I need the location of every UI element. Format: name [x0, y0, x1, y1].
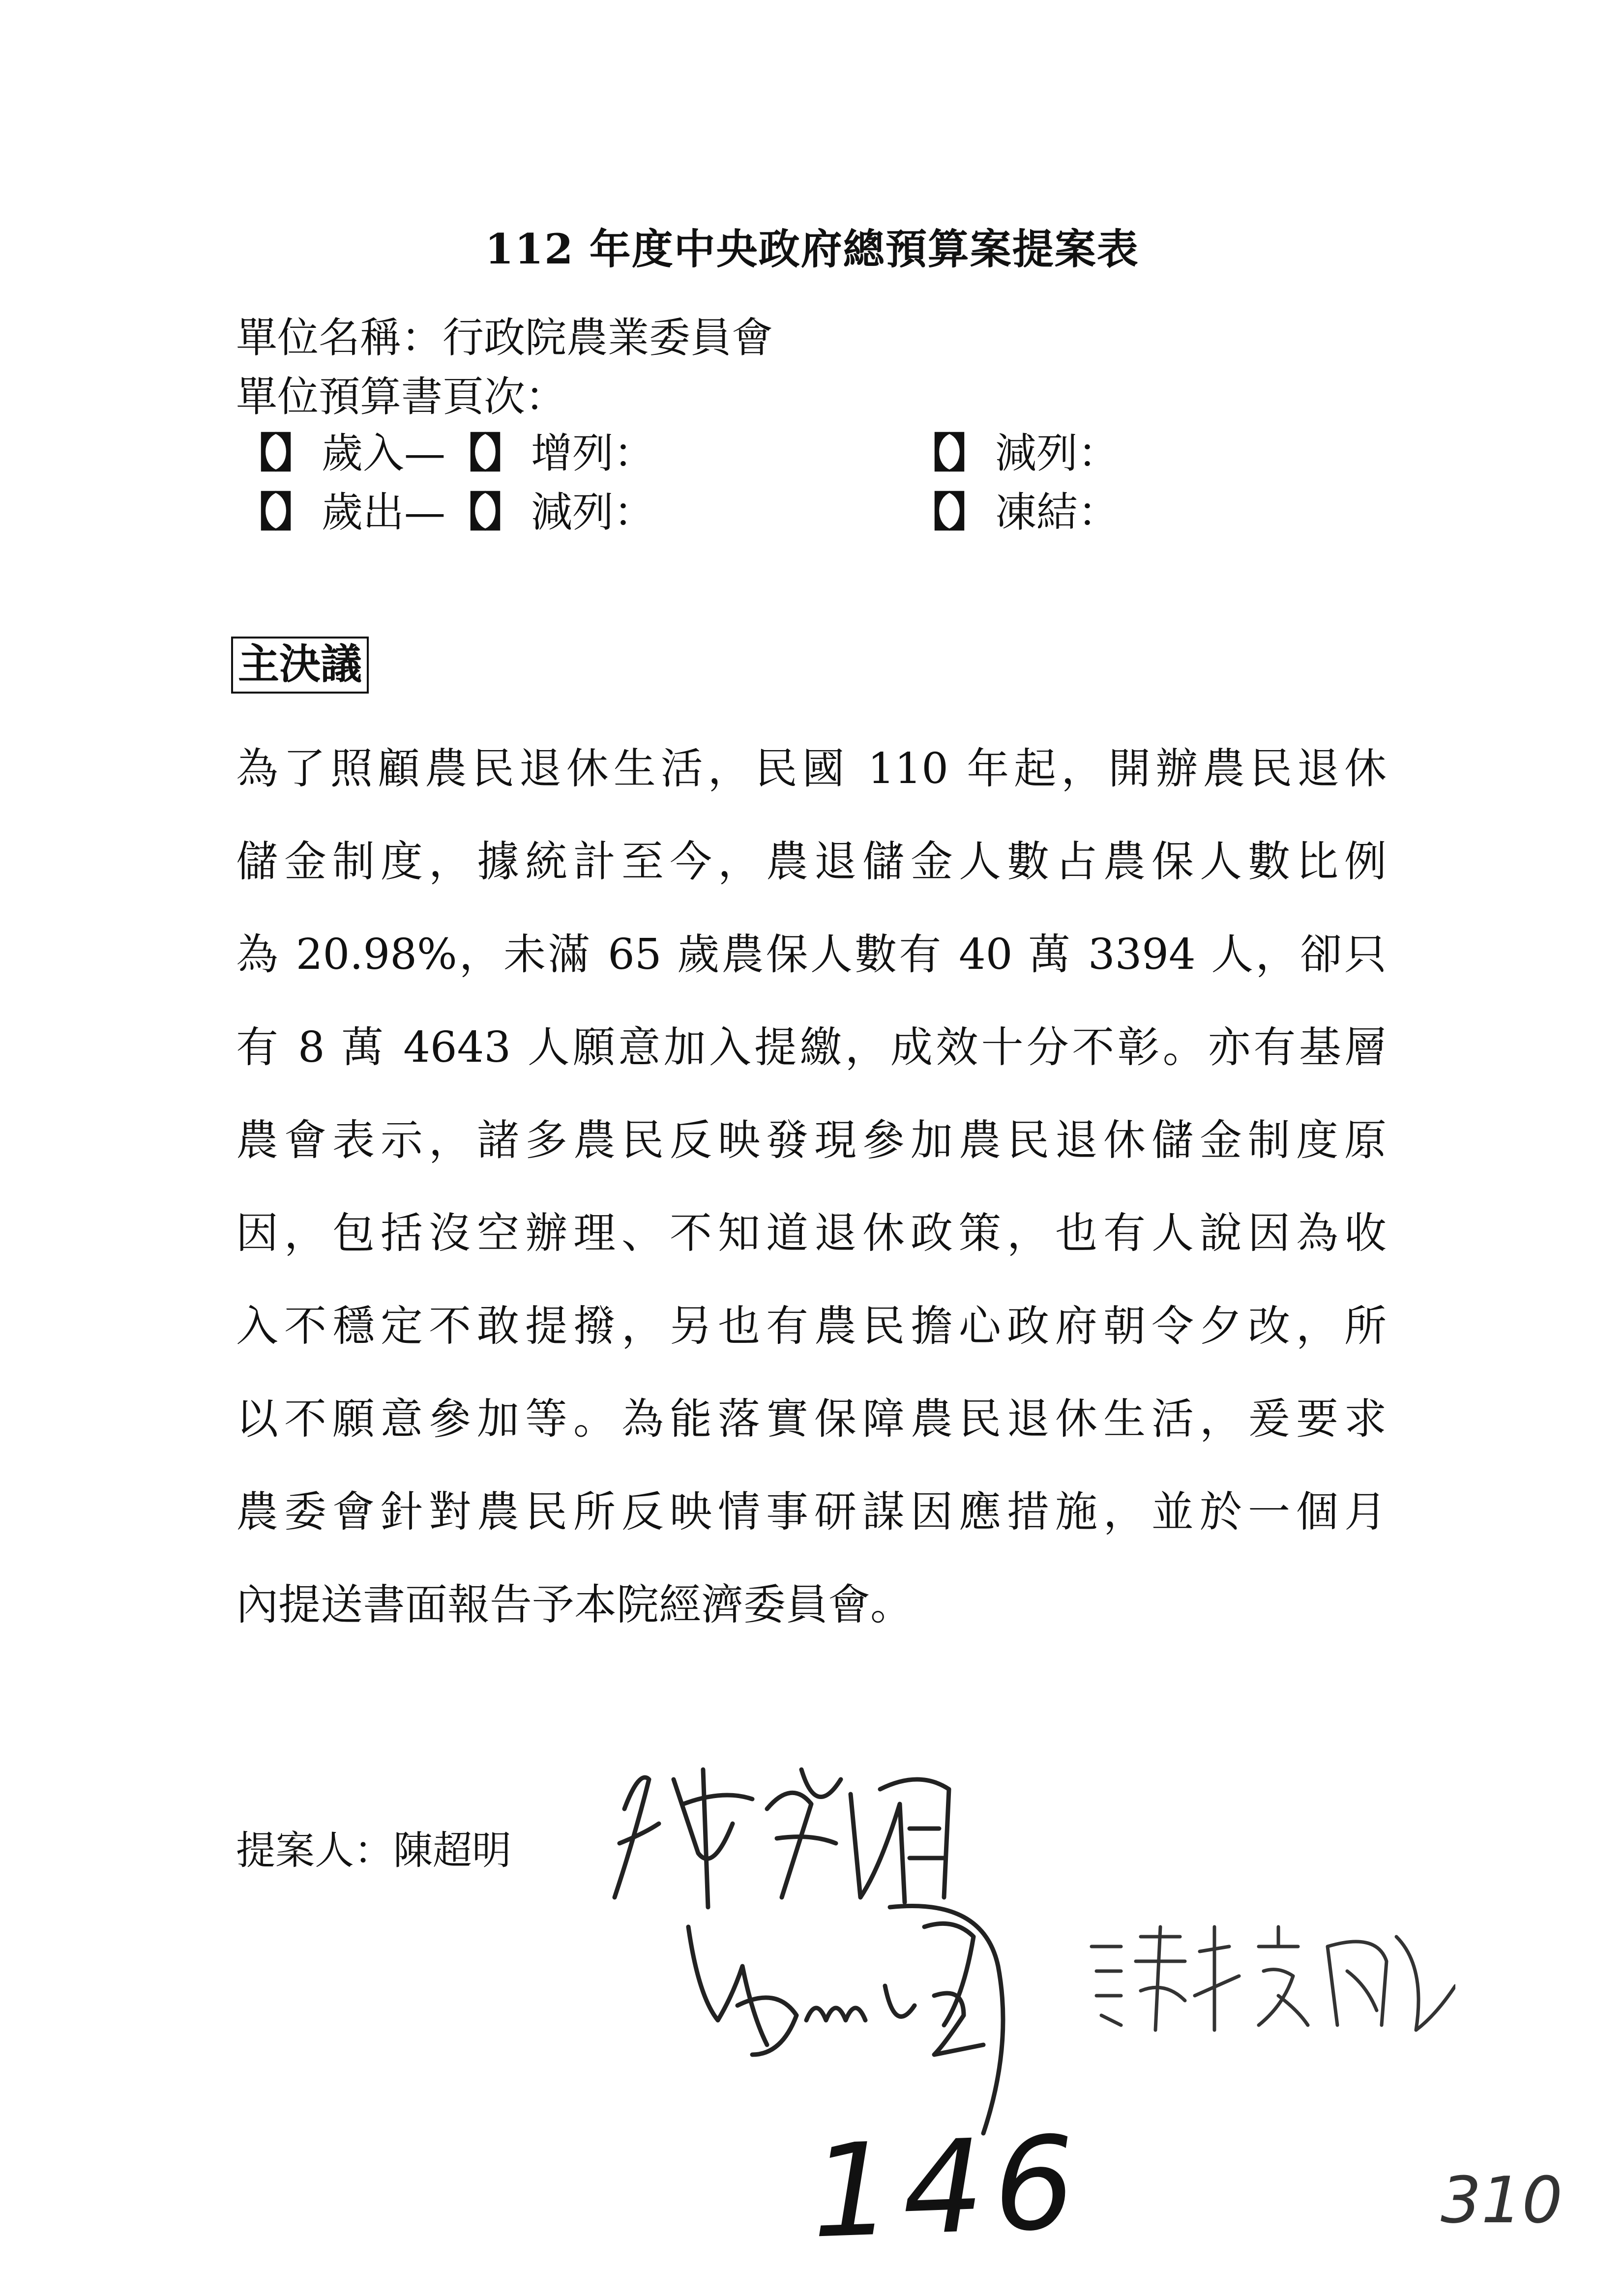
body-line: 農會表示，諸多農民反映發現參加農民退休儲金制度原 — [236, 1116, 1387, 1165]
revenue-increase-checkbox[interactable]: 【】 — [445, 429, 523, 477]
signature-1-image — [605, 1750, 978, 1917]
expenditure-right-group — [910, 479, 1119, 539]
body-line: 以不願意參加等。為能落實保障農民退休生活，爰要求 — [236, 1395, 1387, 1444]
signature-2-image — [679, 1897, 1072, 2143]
unit-budget-page: 單位預算書頁次： — [236, 373, 567, 421]
body-line: 為 20.98%，未滿 65 歲農保人數有 40 萬 3394 人，卻只 — [236, 930, 1387, 979]
expenditure-decrease-label: 減列： — [531, 488, 655, 536]
body-line: 內提送書面報告予本院經濟委員會。 — [236, 1580, 913, 1629]
expenditure-label: 歲出— — [322, 488, 446, 536]
revenue-decrease-checkbox[interactable]: 【】 — [910, 429, 987, 477]
resolution-body — [236, 723, 1387, 1652]
body-line: 有 8 萬 4643 人願意加入提繳，成效十分不彰。亦有基層 — [236, 1023, 1387, 1072]
revenue-decrease-label: 減列： — [995, 429, 1120, 477]
revenue-increase-label: 增列： — [531, 429, 655, 477]
proposer-label: 提案人：陳超明 — [236, 1828, 511, 1873]
revenue-row — [236, 420, 1416, 477]
main-resolution-label: 主決議 — [231, 637, 369, 694]
handwritten-page-number: 146 — [808, 2109, 1088, 2267]
expenditure-freeze-label: 凍結： — [995, 488, 1120, 536]
revenue-right-group — [910, 420, 1119, 480]
document-title: 112 年度中央政府總預算案提案表 — [485, 225, 1139, 273]
stamp-number: 310 — [1441, 2163, 1563, 2238]
body-line: 入不穩定不敢提撥，另也有農民擔心政府朝令夕改，所 — [236, 1302, 1387, 1351]
body-line: 因，包括沒空辦理、不知道退休政策，也有人說因為收 — [236, 1209, 1387, 1258]
expenditure-left-group — [236, 479, 655, 539]
unit-name: 單位名稱：行政院農業委員會 — [236, 314, 773, 362]
expenditure-freeze-checkbox[interactable]: 【】 — [910, 488, 987, 536]
signature-3-image — [1082, 1917, 1455, 2045]
expenditure-row — [236, 479, 1416, 536]
body-line: 為了照顧農民退休生活，民國 110 年起，開辦農民退休 — [236, 744, 1387, 793]
revenue-label: 歲入— — [322, 429, 446, 477]
expenditure-decrease-checkbox[interactable]: 【】 — [445, 488, 523, 536]
expenditure-checkbox[interactable]: 【】 — [236, 488, 313, 536]
revenue-checkbox[interactable]: 【】 — [236, 429, 313, 477]
body-line: 儲金制度，據統計至今，農退儲金人數占農保人數比例 — [236, 837, 1387, 886]
revenue-left-group — [236, 420, 655, 480]
body-line: 農委會針對農民所反映情事研謀因應措施，並於一個月 — [236, 1487, 1387, 1537]
